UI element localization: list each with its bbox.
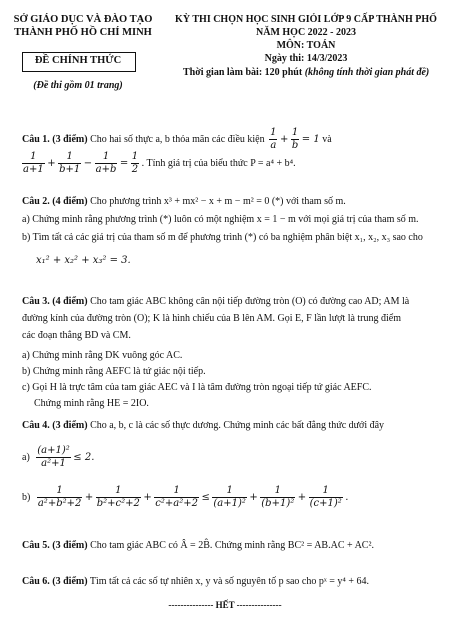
q3-part-b: b) Chứng minh rằng AEFC là tứ giác nội tiếp. <box>22 366 206 377</box>
q1-label: Câu 1. (3 điểm) <box>22 133 88 145</box>
pages-note: (Đề thi gồm 01 trang) <box>33 80 123 91</box>
q2-part-b-line2: x₁² + x₂² + x₃² = 3. <box>36 255 131 266</box>
q6-label: Câu 6. (3 điểm) <box>22 576 88 587</box>
q3-label: Câu 3. (4 điểm) <box>22 296 88 307</box>
question-5 <box>22 540 374 551</box>
q3-part-c-line1: c) Gọi H là trực tâm của tam giác AEC và I là tâm đường tròn ngoại tiếp tứ giác AEFC. <box>22 382 372 393</box>
time-label: Thời gian làm bài: 120 phút <box>183 67 303 78</box>
question-1-line1: Câu 1. (3 điểm) Cho hai số thực a, b thỏa mãn các điều kiện $\frac{1}{a}$ + $\frac{1}{b}$ = 1 và <box>22 127 332 151</box>
question-1-line2: $\frac{1}{a+1}$ + $\frac{1}{b+1}$ − $\frac{1}{a+b}$ = $\frac{1}{2}$ . Tính giá trị của biểu thức P = a⁴ + b⁴. <box>23 151 296 175</box>
q3-line3: các đoạn thẳng BD và CM. <box>22 330 131 341</box>
question-2 <box>22 196 346 207</box>
q5-text: Cho tam giác ABC có Â = 2B̂. Chứng minh rằng BC² = AB.AC + AC². <box>90 540 374 551</box>
question-3-line1 <box>22 296 409 307</box>
q4-part-b: b) $\frac{1}{\text{a²+b²+2}}$ + $\frac{1}{\text{b²+c²+2}}$ + $\frac{1}{\text{c²+a²+2}}$ ≤ $\frac{1}{\text{(a+1)²}}$ + $\frac{1}{\text{(b+1)²}}$ + $\frac{1}{\text{(c+1)²}}$ . <box>22 485 349 509</box>
exam-date: Ngày thi: 14/3/2023 <box>264 53 348 64</box>
question-6 <box>22 576 369 587</box>
q3-part-a: a) Chứng minh rằng DK vuông góc AC. <box>22 350 183 361</box>
end-marker: --------------- HẾT --------------- <box>168 600 282 610</box>
question-4 <box>22 420 384 431</box>
q1-text-c: . Tính giá trị của biểu thức P = a⁴ + b⁴. <box>141 157 296 169</box>
q2-part-a: a) Chứng minh rằng phương trình (*) luôn có một nghiệm x = 1 − m với mọi giá trị của tham số m. <box>22 214 419 225</box>
school-year: NĂM HỌC 2022 - 2023 <box>256 27 356 38</box>
q4-a-label: a) <box>22 451 30 463</box>
q3-line2: đường kính của đường tròn (O); K là hình chiếu của B lên AM. Gọi E, F lần lượt là trung điểm <box>22 313 402 324</box>
q4-b-label: b) <box>22 491 31 503</box>
exam-title: KỲ THI CHỌN HỌC SINH GIỎI LỚP 9 CẤP THÀNH PHỐ <box>175 14 437 25</box>
q2-part-b-line1: b) Tìm tất cả các giá trị của tham số m để phương trình (*) có ba nghiệm phân biệt x₁, x₂, x₃ sao cho <box>22 232 423 243</box>
q1-text-b: và <box>322 133 332 145</box>
official-label: ĐỀ CHÍNH THỨC <box>34 55 122 66</box>
q4-part-a: a) $\frac{\text{(a+1)²}}{\text{a²+1}}$ ≤ 2. <box>22 445 95 469</box>
q1-text-a: Cho hai số thực a, b thỏa mãn các điều kiện <box>90 133 265 145</box>
q3-part-c-line2: Chứng minh rằng HE = 2IO. <box>34 398 149 409</box>
q6-text: Tìm tất cả các số tự nhiên x, y và số nguyên tố p sao cho pˣ = y⁴ + 64. <box>89 576 370 587</box>
q5-label: Câu 5. (3 điểm) <box>22 540 88 551</box>
subject: MÔN: TOÁN <box>276 40 336 51</box>
department-name: SỞ GIÁO DỤC VÀ ĐÀO TẠO <box>13 14 153 25</box>
q1-condition: $\frac{1}{a}$ <box>270 127 277 151</box>
q4-text: Cho a, b, c là các số thực dương. Chứng minh các bất đẳng thức dưới đây <box>90 420 385 431</box>
time-note: (không tính thời gian phát đề) <box>304 67 430 78</box>
q4-label: Câu 4. (3 điểm) <box>22 420 88 431</box>
q2-label: Câu 2. (4 điểm) <box>22 196 88 207</box>
city-name: THÀNH PHỐ HỒ CHÍ MINH <box>14 27 152 38</box>
q3-line1: Cho tam giác ABC không cân nội tiếp đường tròn (O) có đường cao AD; AM là <box>90 296 410 307</box>
time-line <box>183 67 429 78</box>
q2-text: Cho phương trình x³ + mx² − x + m − m² = 0 (*) với tham số m. <box>90 196 346 207</box>
